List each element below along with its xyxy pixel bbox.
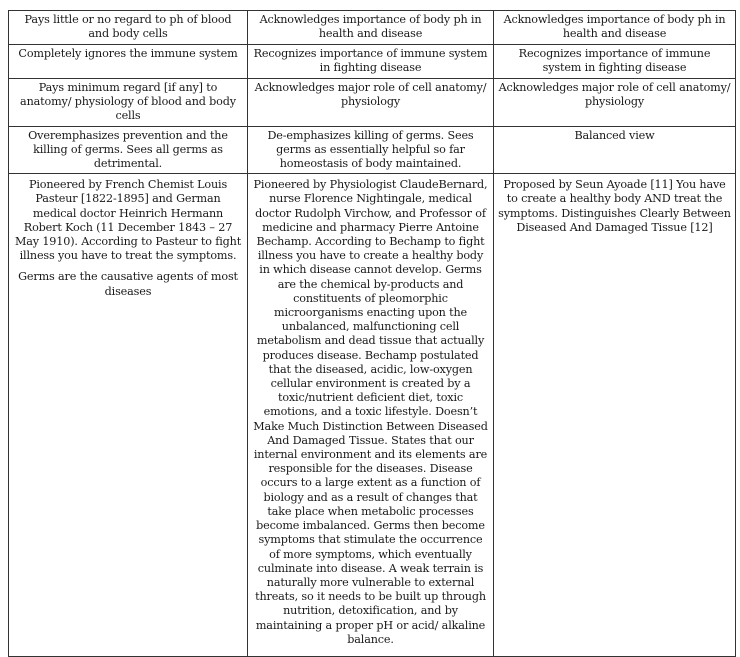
paragraph: Germs are the causative agents of most diseases	[18, 270, 238, 298]
table-row-germs	[9, 126, 736, 174]
cell-col1-anatomy: Pays minimum regard [if any] to anatomy/ physiology of blood and body cells	[9, 79, 248, 127]
cell-col1-ph: Pays little or no regard to ph of blood and body cells	[9, 11, 248, 45]
table-row-immune	[9, 45, 736, 79]
table-row-ph	[9, 11, 736, 45]
cell-col3-ph: Acknowledges importance of body ph in health and disease	[494, 11, 736, 45]
cell-col1-origin	[9, 174, 248, 657]
cell-col2-origin	[248, 174, 494, 657]
table-row-anatomy	[9, 79, 736, 127]
cell-col2-ph: Acknowledges importance of body ph in health and disease	[248, 11, 494, 45]
comparison-table	[8, 10, 736, 657]
cell-col3-immune: Recognizes importance of immune system in fighting disease	[494, 45, 736, 79]
cell-col3-germs: Balanced view	[494, 126, 736, 174]
paragraph: Proposed by Seun Ayoade [11] You have to create a healthy body AND treat the symptoms. Distinguishes Clearly Between Diseased And Damaged Tissue [12]	[498, 178, 731, 234]
cell-col2-germs: De-emphasizes killing of germs. Sees germs as essentially helpful so far homeostasis of body maintained.	[248, 126, 494, 174]
cell-col3-anatomy: Acknowledges major role of cell anatomy/ physiology	[494, 79, 736, 127]
cell-col2-anatomy: Acknowledges major role of cell anatomy/ physiology	[248, 79, 494, 127]
paragraph: Pioneered by French Chemist Louis Pasteur [1822-1895] and German medical doctor Heinrich Hermann Robert Koch (11 December 1843 – 27 May 1910). According to Pasteur to fight illness you have to treat the symptoms.	[14, 178, 242, 263]
cell-col3-origin	[494, 174, 736, 657]
cell-col1-immune: Completely ignores the immune system	[9, 45, 248, 79]
cell-col2-immune: Recognizes importance of immune system in fighting disease	[248, 45, 494, 79]
table-row-origin	[9, 174, 736, 657]
paragraph: Pioneered by Physiologist ClaudeBernard, nurse Florence Nightingale, medical doctor Rudolph Virchow, and Professor of medicine and pharmacy Pierre Antoine Bechamp. According to Bechamp to fight illness you have to create a healthy body in which disease cannot develop. Germs are the chemical by-products and constituents of pleomorphic microorganisms enacting upon the unbalanced, malfunctioning cell metabolism and dead tissue that actually produces disease. Bechamp postulated that the diseased, acidic, low-oxygen cellular environment is created by a toxic/nutrient deficient diet, toxic emotions, and a toxic lifestyle. Doesn’t Make Much Distinction Between Diseased And Damaged Tissue. States that our internal environment and its elements are responsible for the diseases. Disease occurs to a large extent as a function of biology and as a result of changes that take place when metabolic processes become imbalanced. Germs then become symptoms that stimulate the occurrence of more symptoms, which eventually culminate into disease. A weak terrain is naturally more vulnerable to external threats, so it needs to be built up through nutrition, detoxification, and by maintaining a proper pH or acid/ alkaline balance.	[253, 178, 488, 646]
cell-col1-germs: Overemphasizes prevention and the killing of germs. Sees all germs as detrimental.	[9, 126, 248, 174]
